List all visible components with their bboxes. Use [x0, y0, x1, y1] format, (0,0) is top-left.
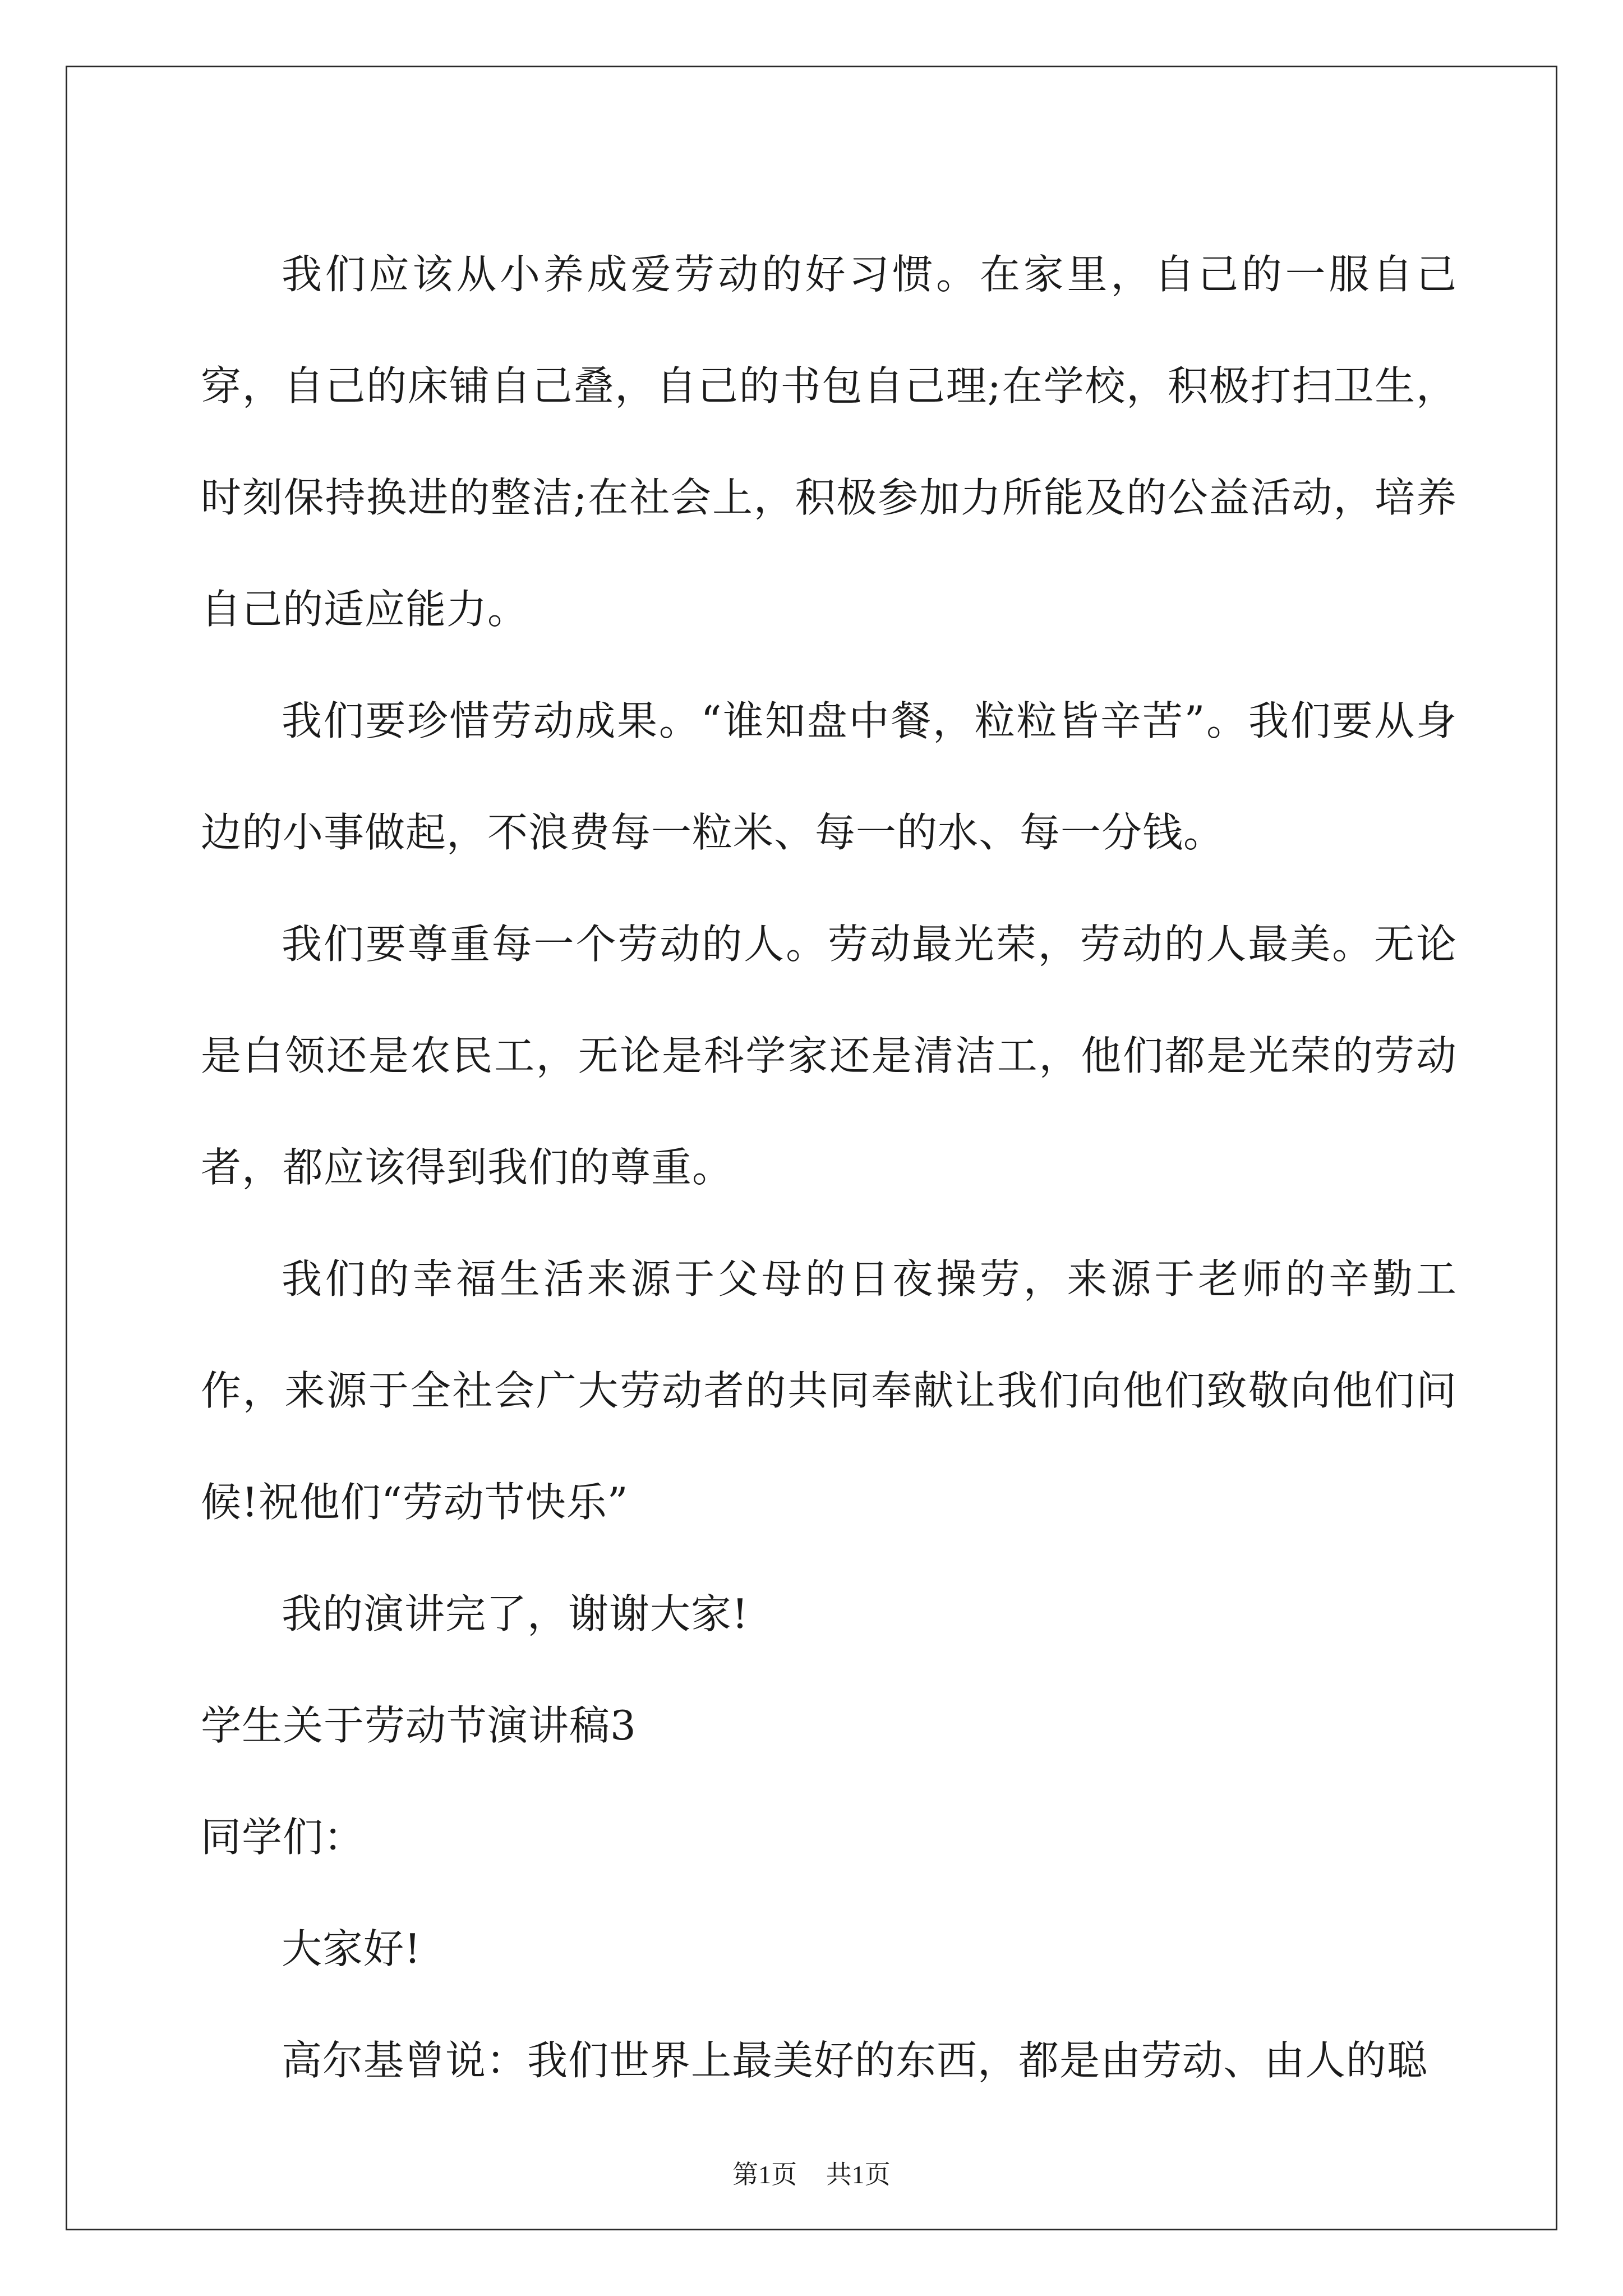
page-footer	[0, 2154, 1623, 2191]
document-body	[201, 219, 1457, 2116]
paragraph-respect-workers: 我们要尊重每一个劳动的人。劳动最光荣，劳动的人最美。无论是白领还是农民工，无论是科学家还是清洁工，他们都是光荣的劳动者，都应该得到我们的尊重。	[201, 921, 1457, 1191]
salutation: 同学们：	[201, 1814, 365, 1861]
page-number-current: 第1页	[732, 2160, 797, 2189]
paragraph-cherish-results: 我们要珍惜劳动成果。“谁知盘中餐，粒粒皆辛苦”。我们要从身边的小事做起，不浪费每一粒米、每一的水、每一分钱。	[201, 697, 1457, 856]
paragraph-labor-habits: 我们应该从小养成爱劳动的好习惯。在家里，自己的一服自己穿，自己的床铺自己叠，自己的书包自己理;在学校，积极打扫卫生，时刻保持换进的整洁;在社会上，积极参加力所能及的公益活动，培养自己的适应能力。	[201, 251, 1457, 633]
paragraph-closing: 我的演讲完了，谢谢大家!	[282, 1590, 749, 1637]
paragraph-gorky-quote: 高尔基曾说：我们世界上最美好的东西，都是由劳动、由人的聪	[282, 2037, 1428, 2084]
section-title: 学生关于劳动节演讲稿3	[201, 1702, 637, 1749]
paragraph-happy-life: 我们的幸福生活来源于父母的日夜操劳，来源于老师的辛勤工作，来源于全社会广大劳动者的共同奉献让我们向他们致敬向他们问候!祝他们“劳动节快乐”	[201, 1255, 1457, 1526]
page-number-total: 共1页	[826, 2160, 891, 2189]
greeting: 大家好!	[282, 1925, 421, 1972]
